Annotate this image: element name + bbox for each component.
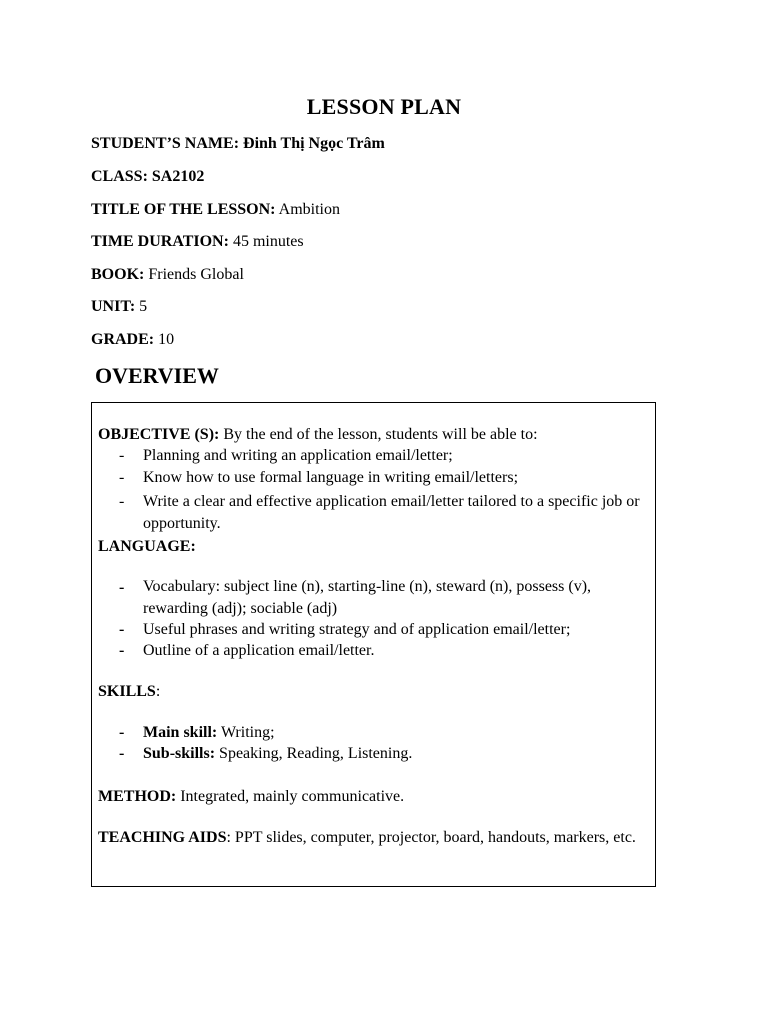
overview-box xyxy=(91,402,656,887)
duration-line xyxy=(91,232,304,252)
main-skill-label: Main skill: xyxy=(143,724,218,741)
teaching-aids-line xyxy=(98,827,643,849)
objectives-label: OBJECTIVE (S): xyxy=(98,426,220,443)
student-name-label: STUDENT’S NAME: xyxy=(91,135,240,152)
class-line xyxy=(91,167,204,187)
bullet-dash: - xyxy=(119,579,125,596)
skill-item xyxy=(143,722,648,744)
skills-colon: : xyxy=(155,683,161,700)
grade-label: GRADE: xyxy=(91,331,155,348)
main-skill-value: Writing; xyxy=(220,724,275,741)
objective-item: Know how to use formal language in writing email/letters; xyxy=(143,469,519,486)
skill-item xyxy=(143,743,648,765)
book-value: Friends Global xyxy=(148,266,244,283)
language-label: LANGUAGE: xyxy=(98,538,196,555)
page-title: LESSON PLAN xyxy=(306,94,462,119)
objective-item: Write a clear and effective application email/letter tailored to a specific job or opportunity. xyxy=(143,493,640,532)
language-item: Outline of a application email/letter. xyxy=(143,642,375,659)
sub-skills-value: Speaking, Reading, Listening. xyxy=(219,745,413,762)
unit-line xyxy=(91,297,147,317)
book-line xyxy=(91,265,244,285)
book-label: BOOK: xyxy=(91,266,145,283)
sub-skills-label: Sub-skills: xyxy=(143,745,216,762)
method-line xyxy=(98,786,404,807)
class-value: SA2102 xyxy=(151,168,205,185)
unit-label: UNIT: xyxy=(91,298,136,315)
bullet-dash: - xyxy=(119,447,125,464)
duration-value: 45 minutes xyxy=(232,233,304,250)
bullet-dash: - xyxy=(119,642,125,659)
method-label: METHOD: xyxy=(98,788,177,805)
language-item: Useful phrases and writing strategy and of application email/letter; xyxy=(143,621,571,638)
lesson-title-value: Ambition xyxy=(278,201,340,218)
bullet-dash: - xyxy=(119,745,125,762)
skills-line xyxy=(98,681,160,702)
method-value: Integrated, mainly communicative. xyxy=(180,788,405,805)
duration-label: TIME DURATION: xyxy=(91,233,229,250)
overview-heading: OVERVIEW xyxy=(95,363,219,388)
student-name-value: Đinh Thị Ngọc Trâm xyxy=(243,135,385,152)
unit-value: 5 xyxy=(139,298,148,315)
objectives-intro: By the end of the lesson, students will be able to: xyxy=(223,426,538,443)
teaching-aids-value: : PPT slides, computer, projector, board, handouts, markers, etc. xyxy=(226,829,636,846)
objectives-line xyxy=(98,424,538,445)
grade-line xyxy=(91,330,174,350)
bullet-dash: - xyxy=(119,493,125,510)
skills-label: SKILLS xyxy=(98,683,156,700)
lesson-title-label: TITLE OF THE LESSON: xyxy=(91,201,276,218)
bullet-dash: - xyxy=(119,621,125,638)
lesson-title-line xyxy=(91,200,340,220)
class-label: CLASS: xyxy=(91,168,148,185)
language-item: Vocabulary: subject line (n), starting-line (n), steward (n), possess (v), rewarding (adj); sociable (adj) xyxy=(143,578,592,617)
teaching-aids-label: TEACHING AIDS xyxy=(98,829,227,846)
bullet-dash: - xyxy=(119,724,125,741)
bullet-dash: - xyxy=(119,469,125,486)
objective-item: Planning and writing an application email/letter; xyxy=(143,447,453,464)
student-name-line xyxy=(91,134,385,154)
grade-value: 10 xyxy=(158,331,175,348)
